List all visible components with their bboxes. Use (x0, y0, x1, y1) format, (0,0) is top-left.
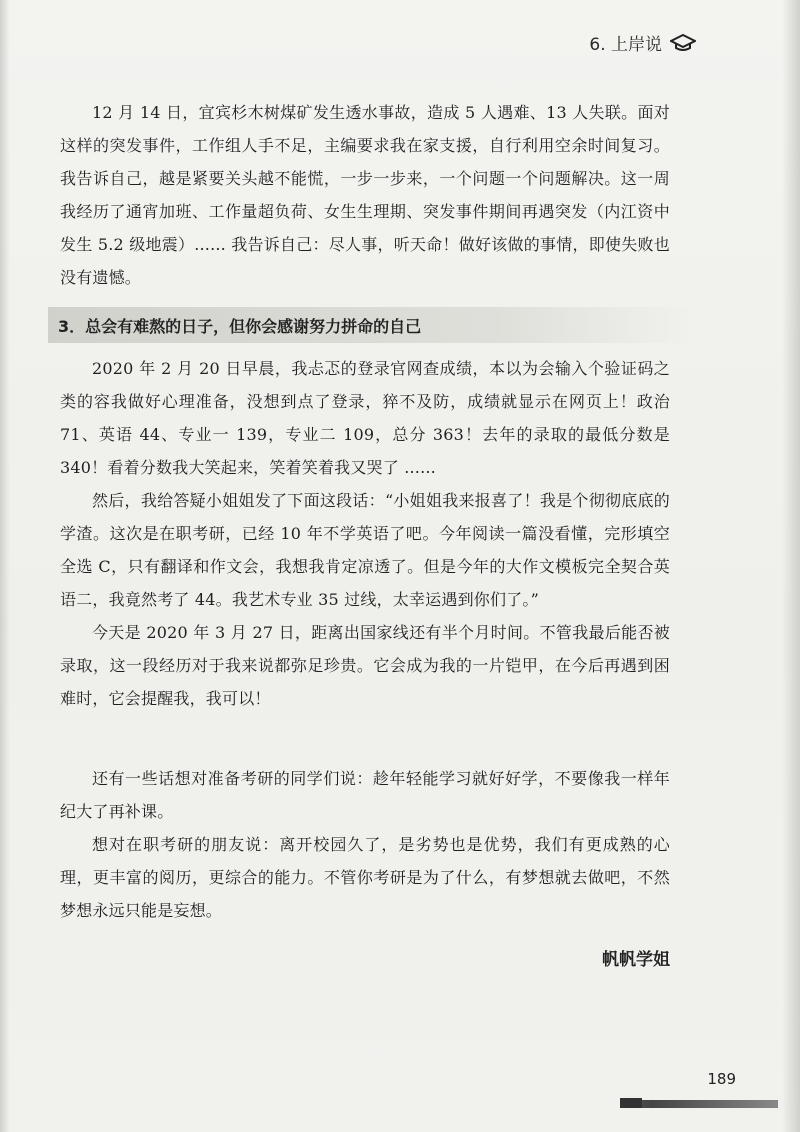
chapter-title: 6. 上岸说 (589, 35, 662, 55)
chapter-header (589, 30, 696, 55)
graduation-cap-icon (670, 33, 696, 53)
top-paragraph-block (60, 96, 670, 294)
paragraph-bottom-1: 还有一些话想对准备考研的同学们说：趁年轻能学习就好好学，不要像我一样年纪大了再补课。 (60, 769, 670, 821)
paragraph-middle-2: 然后，我给答疑小姐姐发了下面这段话：“小姐姐我来报喜了！我是个彻彻底底的学渣。这次是在职考研，已经 10 年不学英语了吧。今年阅读一篇没看懂，完形填空全选 C，只有翻译和作文会，我想我肯定凉透了。但是今年的大作文模板完全契合英语二，我竟然考了 44。我艺术专业 35 过线，太幸运遇到你们了。” (60, 491, 670, 609)
paragraph-bottom-2: 想对在职考研的朋友说：离开校园久了，是劣势也是优势，我们有更成熟的心理，更丰富的阅历，更综合的能力。不管你考研是为了什么，有梦想就去做吧，不然梦想永远只能是妄想。 (60, 835, 670, 920)
paragraph-middle-3: 今天是 2020 年 3 月 27 日，距离出国家线还有半个月时间。不管我最后能否被录取，这一段经历对于我来说都弥足珍贵。它会成为我的一片铠甲，在今后再遇到困难时，它会提醒我，我可以！ (60, 623, 670, 708)
section-title: 3．总会有难熬的日子，但你会感谢努力拼命的自己 (58, 316, 422, 336)
bottom-paragraph-block (60, 762, 670, 927)
footer-rule (620, 1100, 778, 1108)
page-number: 189 (707, 1070, 736, 1088)
scan-edge-left (0, 0, 10, 1132)
section-banner (48, 307, 688, 343)
paragraph-top-1: 12 月 14 日，宜宾杉木树煤矿发生透水事故，造成 5 人遇难、13 人失联。面对这样的突发事件，工作组人手不足，主编要求我在家支援，自行利用空余时间复习。我告诉自己，越是紧要关头越不能慌，一步一步来，一个问题一个问题解决。这一周我经历了通宵加班、工作量超负荷、女生生理期、突发事件期间再遇突发（内江资中发生 5.2 级地震）...... 我告诉自己：尽人事，听天命！做好该做的事情，即使失败也没有遗憾。 (60, 103, 670, 287)
footer-rule-marker (620, 1098, 642, 1108)
paragraph-middle-1: 2020 年 2 月 20 日早晨，我忐忑的登录官网查成绩，本以为会输入个验证码之类的容我做好心理准备，没想到点了登录，猝不及防，成绩就显示在网页上！政治 71、英语 44、专业一 139，专业二 109，总分 363！去年的录取的最低分数是 340！看着分数我大笑起来，笑着笑着我又哭了 ...... (60, 359, 670, 477)
scan-edge-right (782, 0, 800, 1132)
author-signature: 帆帆学姐 (602, 950, 670, 970)
middle-paragraph-block (60, 352, 670, 715)
